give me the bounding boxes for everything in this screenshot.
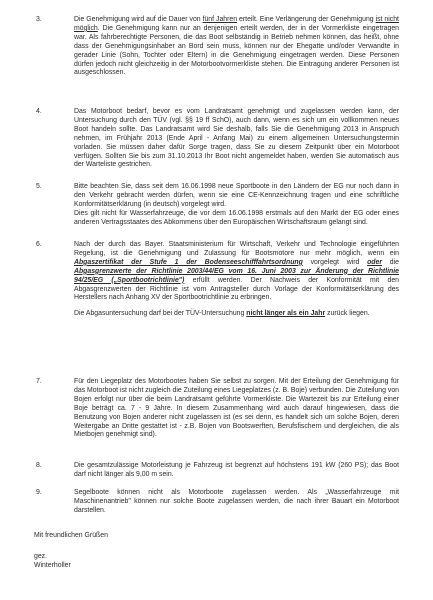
item-text: Die gesamtzulässige Motorleistung je Fahrzeug ist begrenzt auf höchstens 191 kW (260 PS); das Boot darf nicht länger als 9,00 m sein.	[74, 462, 399, 478]
emphasized-phrase: oder	[367, 258, 383, 266]
item-number: 6.	[36, 241, 42, 248]
item-text: Für den Liegeplatz des Motorbootes haben Sie selbst zu sorgen. Mit der Erteilung der Genehmigung für das Motorboot ist nicht zugleich die Zuteilung eines Liegeplatzes (z. B. Boje) verbunden. Die Zuteilung von Bojen erfolgt nur über die beim Landratsamt geführte Vormerkliste. Die Wartezeit bis zur Erteilung einer Boje beträgt ca. 7 - 9 Jahre. In diesem Zusammenhang wird auch darauf hingewiesen, dass die Benutzung von Bojen anderer nicht zugelassen ist (es sei denn, es handelt sich um solche Bojen, deren Weitergabe an Dritte gestattet ist - z.B. Bojen von Bootswerften, Berufsfischern und dergleichen, die als Mietbojen genehmigt sind).	[74, 378, 399, 439]
item-number: 8.	[36, 462, 42, 469]
item-number: 9.	[36, 489, 42, 496]
closing-greeting: Mit freundlichen Grüßen	[34, 532, 108, 539]
paragraph: Dies gilt nicht für Wasserfahrzeuge, die vor dem 16.06.1998 erstmals auf den Markt der EG oder eines anderen Vertragsstaates des Abkommens über den Europäischen Wirtschaftsraum gelangt sind.	[74, 209, 399, 226]
paragraph: Die Abgasuntersuchung darf bei der TÜV-Untersuchung nicht länger als ein Jahr zurück liegen.	[74, 310, 370, 318]
item-text	[74, 183, 399, 228]
paragraph: Bitte beachten Sie, dass seit dem 16.06.1998 neue Sportboote in den Ländern der EG nur noch dann in den Verkehr gebracht werden dürfen, wenn sie eine CE-Kennzeichnung tragen und eine schriftliche Konformitätserklärung (in deutsch) vorgelegt wird.	[74, 183, 399, 208]
item-text: Die Genehmigung wird auf die Dauer von fünf Jahren erteilt. Eine Verlängerung der Genehmigung ist nicht möglich. Die Genehmigung kann nur an denjenigen erteilt werden, der in der Vormerkliste eingetragen war. Als fahrberechtigte Personen, die das Boot selbständig in Betrieb nehmen können, das heißt, ohne dass der Genehmigungsinhaber an Bord sein muss, können nur der Ehegatte und/oder Verwandte in gerader Linie (Sohn, Tochter oder Eltern) in die Genehmigung eingetragen werden. Diese Personen dürfen jedoch nicht gleichzeitig in der Motorbootvormerkliste stehen. Die Eintragung anderer Personen ist ausgeschlossen.	[74, 16, 399, 77]
emphasized-phrase: nicht länger als ein Jahr	[246, 310, 326, 318]
underlined-phrase: ist nicht möglich	[74, 16, 399, 32]
underlined-phrase: fünf Jahren	[202, 16, 238, 23]
closing-abbreviation: gez.	[34, 553, 48, 560]
item-text	[74, 241, 399, 319]
item-number: 7.	[36, 378, 42, 385]
emphasized-phrase: Abgaszertifikat der Stufe 1 der Bodenseeschifffahrtsordnung	[74, 258, 303, 266]
item-number: 4.	[36, 108, 42, 115]
signatory-name: Winterholler	[34, 562, 71, 569]
item-number: 3.	[36, 16, 42, 23]
item-text: Das Motorboot bedarf, bevor es vom Landratsamt genehmigt und zugelassen werden kann, der Untersuchung durch den TÜV (vgl. §§ 19 ff SchO), auch dann, wenn es sich um ein vollkommen neues Boot handeln sollte. Das Landratsamt wird Sie deshalb, falls Sie die Genehmigung 2013 in Anspruch nehmen, im Frühjahr 2013 (Ende April - Anfang Mai) zu einem allgemeinen Untersuchungstermin vorladen. Sie müssen daher dafür Sorge tragen, dass Sie zu diesem Zeitpunkt über ein Motorboot verfügen. Sollten Sie bis zum 31.10.2013 Ihr Boot nicht angemeldet haben, werden Sie automatisch aus der Warteliste gestrichen.	[74, 108, 399, 169]
item-text: Segelboote können nicht als Motorboote zugelassen werden. Als „Wasserfahrzeuge mit Maschinenantrieb" können nur solche Boote zugelassen werden, die nach ihrer Bauart ein Motorboot darstellen.	[74, 489, 399, 514]
emphasized-phrase: Abgasgrenzwerte der Richtlinie 2003/44/EG vom 16. Juni 2003 zur Änderung der Richtlinie 94/25/EG („Sportbootrichtlinie")	[74, 267, 399, 284]
item-number: 5.	[36, 183, 42, 190]
paragraph: Nach der durch das Bayer. Staatsministerium für Wirtschaft, Verkehr und Technologie eingeführten Regelung, ist die Genehmigung und Zulassung für Bootsmotore nur mehr möglich, wenn ein Abgaszertifikat der Stufe 1 der Bodenseeschifffahrtsordnung vorgelegt wird oder die Abgasgrenzwerte der Richtlinie 2003/44/EG vom 16. Juni 2003 zur Änderung der Richtlinie 94/25/EG („Sportbootrichtlinie") erfüllt werden. Der Nachweis der Konformität mit den Abgasgrenzwerten der Richtlinie ist vom Antragsteller durch Vorlage der Konformitätserklärung des Herstellers nach Anhang XV der Sportbootrichtlinie zu erbringen.	[74, 241, 399, 302]
